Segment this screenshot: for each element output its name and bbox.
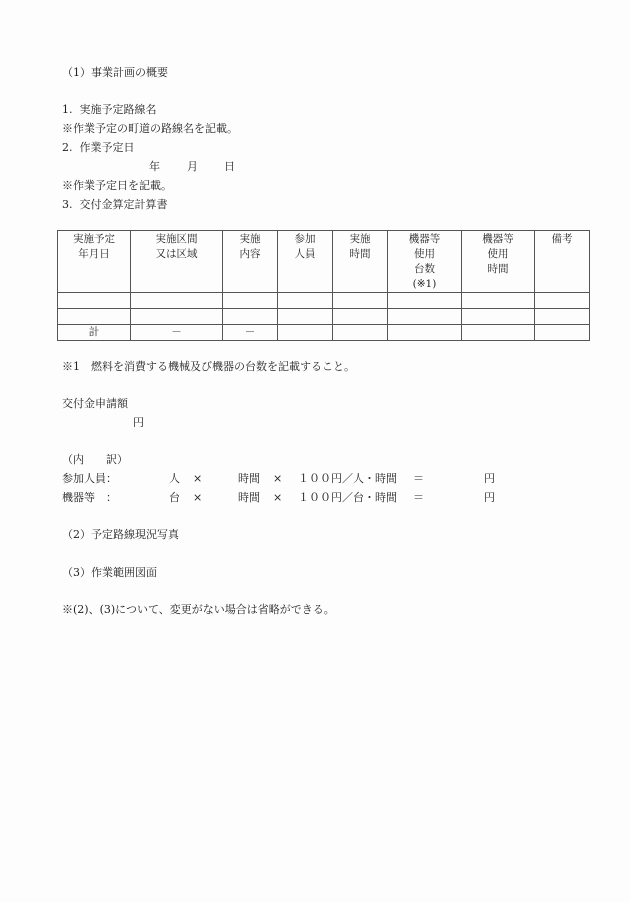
- table-cell: [333, 293, 388, 309]
- table-cell: －: [131, 325, 223, 341]
- table-cell: [131, 309, 223, 325]
- multiply-sign: ×: [193, 472, 203, 485]
- item2-note: ※作業予定日を記載。: [62, 179, 172, 192]
- table-cell: [58, 293, 131, 309]
- table-cell: [462, 325, 535, 341]
- table-total-row: [58, 325, 590, 341]
- grant-unit: 円: [133, 416, 144, 429]
- total-label-cell: 計: [58, 325, 131, 341]
- header-cell: 実施 内容: [223, 231, 278, 293]
- rate-label: １００円／台・時間: [298, 491, 397, 504]
- table-cell: [58, 309, 131, 325]
- table-cell: [278, 293, 333, 309]
- result-unit: 円: [484, 472, 495, 485]
- year-label: 年: [149, 160, 160, 173]
- hours-label: 時間: [238, 472, 260, 485]
- header-cell: 機器等 使用 台数 (※1): [388, 231, 462, 293]
- item3-title: 3. 交付金算定計算書: [62, 198, 168, 211]
- table-cell: [131, 293, 223, 309]
- table-header-row: [58, 231, 590, 293]
- section3-heading: （3）作業範囲図面: [62, 566, 157, 579]
- grant-label: 交付金申請額: [62, 397, 128, 410]
- table-cell: [388, 325, 462, 341]
- section1-heading: （1）事業計画の概要: [62, 66, 168, 79]
- breakdown-label: 機器等 ：: [62, 491, 117, 504]
- section2-heading: （2）予定路線現況写真: [62, 528, 179, 541]
- table-cell: [535, 309, 590, 325]
- unit-label: 人: [169, 472, 180, 485]
- table-cell: －: [223, 325, 278, 341]
- day-label: 日: [224, 160, 235, 173]
- footnote-1: ※1 燃料を消費する機械及び機器の台数を記載すること。: [62, 360, 355, 373]
- table-row: [58, 293, 590, 309]
- multiply-sign: ×: [193, 491, 203, 504]
- header-cell: 機器等 使用 時間: [462, 231, 535, 293]
- multiply-sign: ×: [273, 472, 283, 485]
- table-cell: [223, 309, 278, 325]
- table-cell: [333, 309, 388, 325]
- table-cell: [535, 325, 590, 341]
- table-cell: [462, 293, 535, 309]
- header-cell: 実施区間 又は区域: [131, 231, 223, 293]
- item2-title: 2. 作業予定日: [62, 141, 135, 154]
- table-cell: [278, 309, 333, 325]
- hours-label: 時間: [238, 491, 260, 504]
- header-cell: 備考: [535, 231, 590, 293]
- table-cell: [388, 293, 462, 309]
- table-cell: [462, 309, 535, 325]
- item1-title: 1. 実施予定路線名: [62, 103, 157, 116]
- table-cell: [388, 309, 462, 325]
- final-note: ※(2)、(3)について、変更がない場合は省略ができる。: [62, 603, 335, 616]
- equals-sign: ＝: [413, 472, 424, 485]
- breakdown-title: （内 訳）: [62, 453, 128, 466]
- rate-label: １００円／人・時間: [298, 472, 397, 485]
- month-label: 月: [187, 160, 198, 173]
- table-row: [58, 309, 590, 325]
- table-cell: [333, 325, 388, 341]
- item1-note: ※作業予定の町道の路線名を記載。: [62, 122, 238, 135]
- calculation-table: [57, 230, 590, 341]
- table-cell: [278, 325, 333, 341]
- table-cell: [223, 293, 278, 309]
- table-cell: [535, 293, 590, 309]
- header-cell: 実施予定 年月日: [58, 231, 131, 293]
- breakdown-label: 参加人員：: [62, 472, 117, 485]
- equals-sign: ＝: [413, 491, 424, 504]
- multiply-sign: ×: [273, 491, 283, 504]
- unit-label: 台: [169, 491, 180, 504]
- header-cell: 実施 時間: [333, 231, 388, 293]
- header-cell: 参加 人員: [278, 231, 333, 293]
- result-unit: 円: [484, 491, 495, 504]
